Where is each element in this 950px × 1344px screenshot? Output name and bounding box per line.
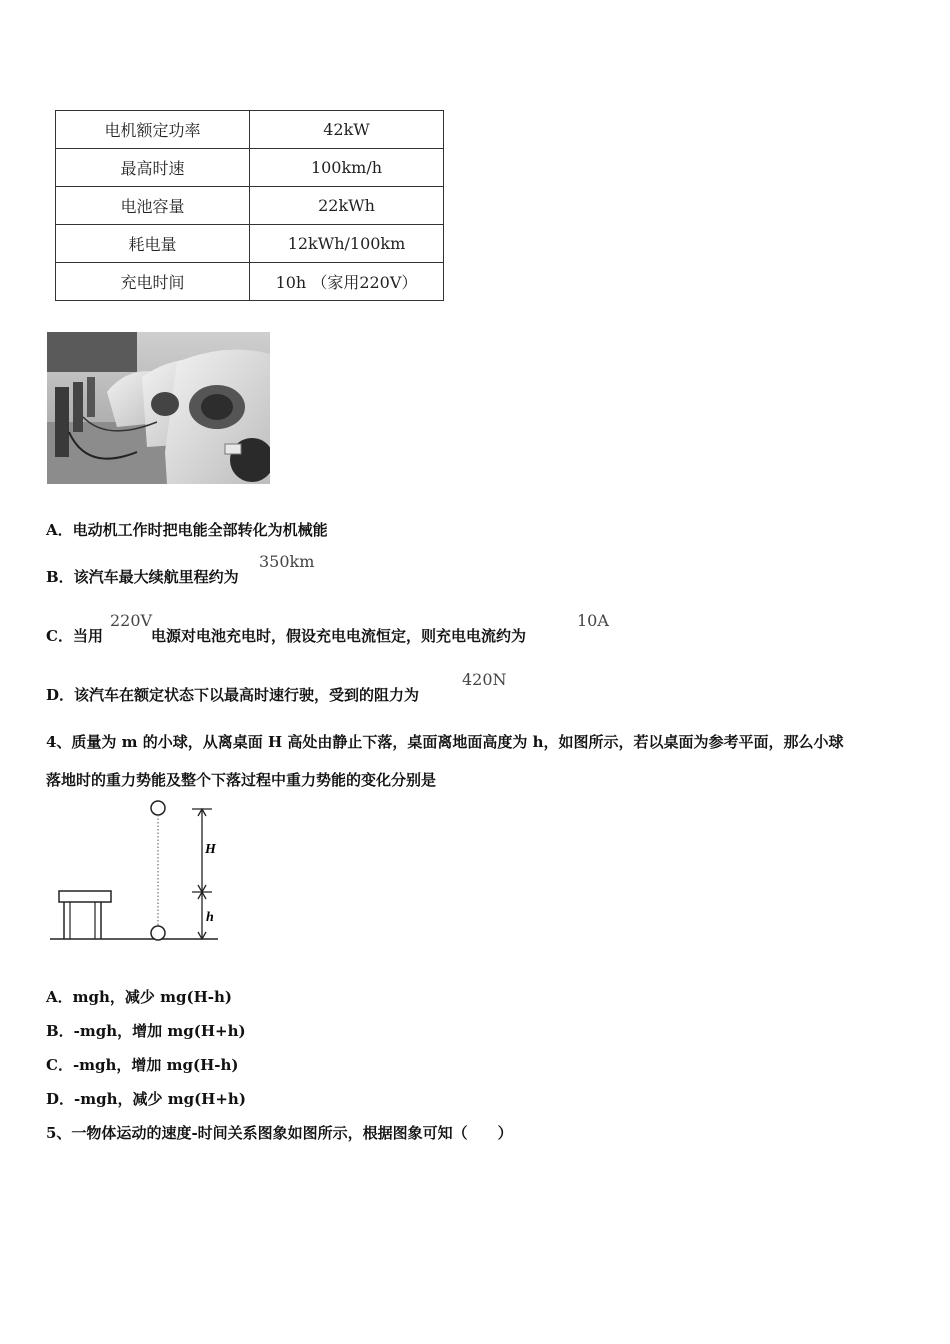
ball-start	[151, 801, 165, 815]
spec-key: 耗电量	[56, 225, 250, 263]
option-a: A．电动机工作时把电能全部转化为机械能	[46, 521, 328, 539]
spec-value: 12kWh/100km	[250, 225, 444, 263]
option-c-middle: 电源对电池充电时，假设充电电流恒定，则充电电流约为	[150, 627, 526, 645]
spec-value: 22kWh	[250, 187, 444, 225]
ball-end	[151, 926, 165, 940]
q4-option-c: C．-mgh，增加 mg(H-h)	[46, 1056, 239, 1074]
q4-option-d: D．-mgh，减少 mg(H+h)	[46, 1090, 246, 1108]
option-b-text: B．该汽车最大续航里程约为	[46, 568, 239, 586]
spec-value: 100km/h	[250, 149, 444, 187]
table-row	[56, 187, 444, 225]
label-H: H	[205, 842, 216, 857]
spec-key: 最高时速	[56, 149, 250, 187]
option-b	[46, 566, 239, 587]
question-5: 5、一物体运动的速度-时间关系图象如图所示，根据图象可知（ ）	[46, 1124, 513, 1142]
spec-table	[55, 110, 444, 301]
spec-key: 电机额定功率	[56, 111, 250, 149]
question-4-line-1: 4、质量为 m 的小球，从离桌面 H 高处由静止下落，桌面离地面高度为 h，如图所示，若以桌面为参考平面，那么小球	[46, 733, 844, 751]
table-row	[56, 225, 444, 263]
q4-option-b: B．-mgh，增加 mg(H+h)	[46, 1022, 246, 1040]
charging-cars-photo	[47, 332, 270, 484]
option-c-voltage: 220V	[110, 611, 153, 630]
spec-key: 充电时间	[56, 263, 250, 301]
table-row	[56, 263, 444, 301]
spec-key: 电池容量	[56, 187, 250, 225]
table-top	[59, 891, 111, 902]
option-b-value: 350km	[259, 552, 315, 571]
table-row	[56, 111, 444, 149]
table-row	[56, 149, 444, 187]
question-4-line-2: 落地时的重力势能及整个下落过程中重力势能的变化分别是	[46, 771, 437, 789]
option-d: D．该汽车在额定状态下以最高时速行驶，受到的阻力为	[46, 686, 420, 704]
option-c-current: 10A	[577, 611, 609, 630]
spec-value: 10h （家用220V）	[250, 263, 444, 301]
label-h: h	[206, 910, 214, 925]
falling-ball-figure	[48, 796, 228, 946]
q4-option-a: A．mgh，减少 mg(H-h)	[46, 988, 232, 1006]
option-d-value: 420N	[462, 670, 507, 689]
spec-value: 42kW	[250, 111, 444, 149]
option-c-prefix: C．当用	[46, 627, 103, 645]
